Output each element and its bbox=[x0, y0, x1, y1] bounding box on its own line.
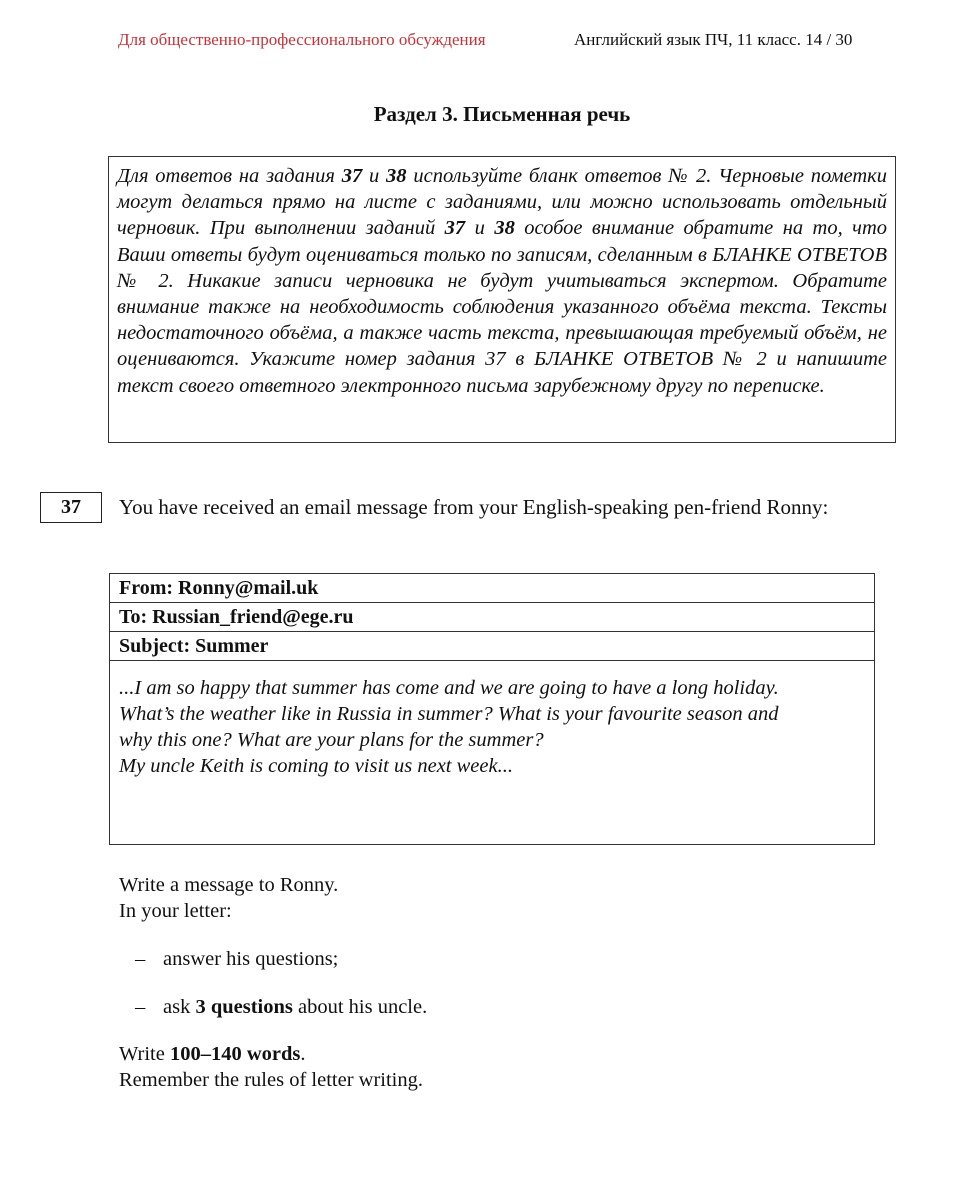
instructions-text bbox=[117, 163, 887, 399]
word-count-requirement: Write 100–140 words. Remember the rules of letter writing. bbox=[119, 1043, 423, 1091]
email-message-table bbox=[109, 573, 875, 845]
bullet-answer-questions: – answer his questions; bbox=[135, 948, 339, 970]
bullet-ask-questions: – ask 3 questions about his uncle. bbox=[135, 996, 428, 1018]
email-body-line: My uncle Keith is coming to visit us next week... bbox=[119, 755, 513, 777]
email-to: To: Russian_friend@ege.ru bbox=[110, 603, 874, 632]
email-subject: Subject: Summer bbox=[110, 632, 874, 661]
email-body-line: What’s the weather like in Russia in summer? What is your favourite season and bbox=[119, 703, 779, 725]
dash-icon: – bbox=[135, 948, 146, 970]
section-title: Раздел 3. Письменная речь bbox=[373, 102, 631, 126]
dash-icon: – bbox=[135, 996, 146, 1018]
email-body bbox=[110, 661, 874, 844]
email-body-line: why this one? What are your plans for the summer? bbox=[119, 729, 544, 751]
instr-line: Для ответов на задания 37 и 38 используйте бланк ответов № 2. Черновые пометки могут делаться прямо на листе с заданиями, или можно использовать отдельный черновик. При выполнении заданий 37 и 38 особое внимание обратите на то, что Ваши ответы будут оцениваться только по записям, сделанным в БЛАНКЕ ОТВЕТОВ № 2. Никакие записи черновика не будут учитываться экспертом. Обратите внимание также на необходимость соблюдения указанного объёма текста. Тексты недостаточного объёма, а также часть текста, превышающая требуемый объём, не оцениваются. Укажите номер задания 37 в БЛАНКЕ ОТВЕТОВ № 2 и напишите текст своего ответного электронного письма зарубежному другу по переписке. bbox=[117, 165, 888, 397]
writing-prompt bbox=[119, 872, 338, 924]
task-number-box: 37 bbox=[40, 492, 102, 523]
prompt-line: In your letter: bbox=[119, 900, 232, 922]
instructions-box bbox=[108, 156, 896, 443]
task-intro: You have received an email message from your English-speaking pen-friend Ronny: bbox=[119, 495, 829, 519]
header-discussion-note: Для общественно-профессионального обсуждения bbox=[118, 30, 486, 49]
email-from: From: Ronny@mail.uk bbox=[110, 574, 874, 603]
rules-reminder: Remember the rules of letter writing. bbox=[119, 1069, 423, 1091]
header-subject-page-info: Английский язык ПЧ, 11 класс. 14 / 30 bbox=[574, 30, 853, 49]
prompt-line: Write a message to Ronny. bbox=[119, 874, 339, 896]
email-body-line: ...I am so happy that summer has come and we are going to have a long holiday. bbox=[119, 677, 779, 699]
